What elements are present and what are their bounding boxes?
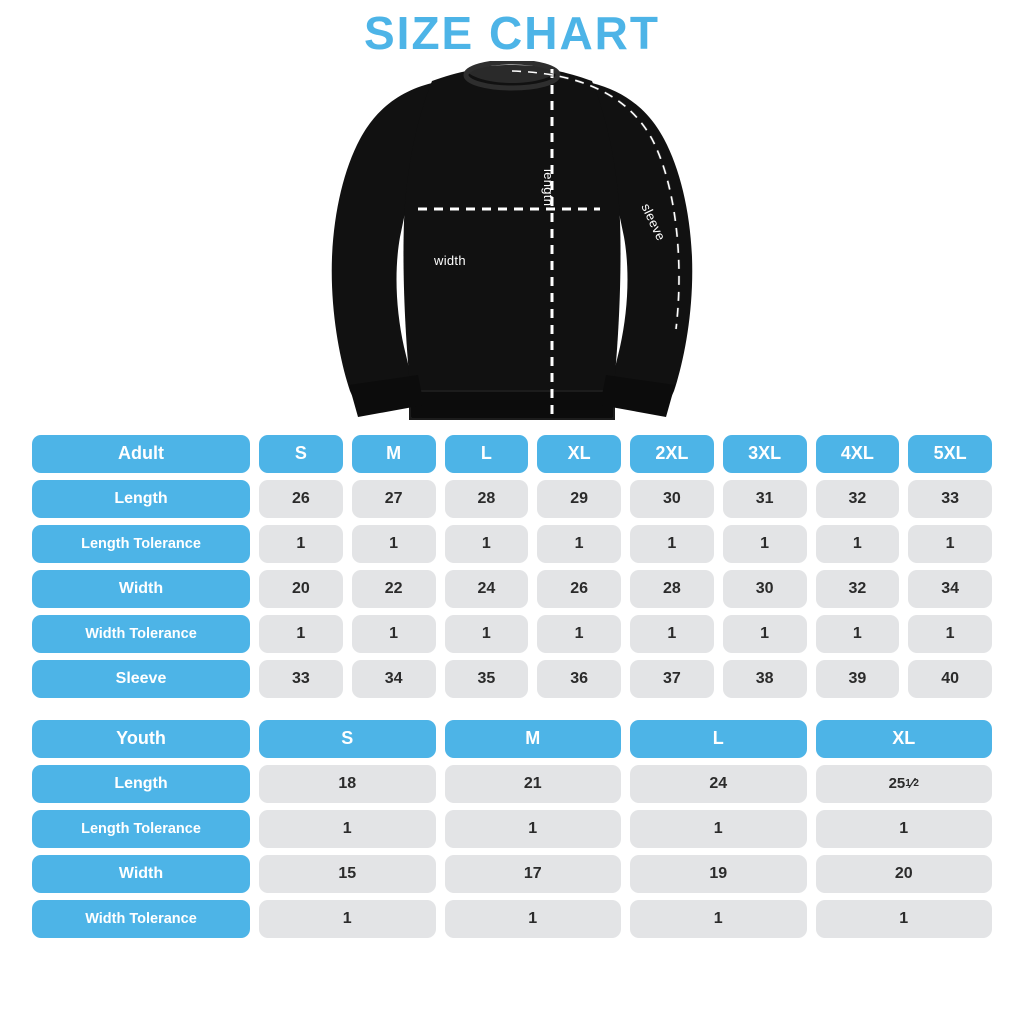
- adult-row-label-length-tolerance: Length Tolerance: [32, 525, 250, 563]
- table-row: [32, 855, 992, 893]
- adult-sleeve-5xl: 40: [908, 660, 992, 698]
- adult-width-4xl: 32: [816, 570, 900, 608]
- youth-col-header-s: S: [259, 720, 436, 758]
- adult-row-label-sleeve: Sleeve: [32, 660, 250, 698]
- youth-row-label-length-tolerance: Length Tolerance: [32, 810, 250, 848]
- table-row: [32, 480, 992, 518]
- youth-width-xl: 20: [816, 855, 993, 893]
- length-measure-label: length: [541, 168, 556, 206]
- adult-length-tol-2xl: 1: [630, 525, 714, 563]
- youth-length-tol-xl: 1: [816, 810, 993, 848]
- adult-width-tol-xl: 1: [537, 615, 621, 653]
- adult-sleeve-3xl: 38: [723, 660, 807, 698]
- adult-length-tol-m: 1: [352, 525, 436, 563]
- youth-width-tol-m: 1: [445, 900, 622, 938]
- youth-col-header-xl: XL: [816, 720, 993, 758]
- table-row: [32, 615, 992, 653]
- adult-length-tol-l: 1: [445, 525, 529, 563]
- table-row: [32, 810, 992, 848]
- adult-length-2xl: 30: [630, 480, 714, 518]
- youth-row-label-width-tolerance: Width Tolerance: [32, 900, 250, 938]
- adult-col-header-xl: XL: [537, 435, 621, 473]
- adult-length-5xl: 33: [908, 480, 992, 518]
- table-row: [32, 525, 992, 563]
- width-measure-label: width: [434, 252, 466, 268]
- adult-width-2xl: 28: [630, 570, 714, 608]
- adult-length-m: 27: [352, 480, 436, 518]
- adult-width-tol-l: 1: [445, 615, 529, 653]
- adult-col-header-s: S: [259, 435, 343, 473]
- adult-width-3xl: 30: [723, 570, 807, 608]
- youth-col-header-m: M: [445, 720, 622, 758]
- sleeve-measure-label: sleeve: [638, 200, 669, 243]
- adult-length-3xl: 31: [723, 480, 807, 518]
- adult-row-label-width-tolerance: Width Tolerance: [32, 615, 250, 653]
- adult-row-label-width: Width: [32, 570, 250, 608]
- adult-width-tol-5xl: 1: [908, 615, 992, 653]
- youth-length-s: 18: [259, 765, 436, 803]
- adult-length-tol-4xl: 1: [816, 525, 900, 563]
- youth-length-l: 24: [630, 765, 807, 803]
- adult-col-header-2xl: 2XL: [630, 435, 714, 473]
- adult-width-tol-3xl: 1: [723, 615, 807, 653]
- adult-sleeve-4xl: 39: [816, 660, 900, 698]
- youth-corner-label: Youth: [32, 720, 250, 758]
- adult-length-tol-xl: 1: [537, 525, 621, 563]
- adult-col-header-4xl: 4XL: [816, 435, 900, 473]
- youth-size-table: [0, 720, 1024, 938]
- adult-width-tol-s: 1: [259, 615, 343, 653]
- adult-col-header-5xl: 5XL: [908, 435, 992, 473]
- adult-length-s: 26: [259, 480, 343, 518]
- adult-width-xl: 26: [537, 570, 621, 608]
- adult-sleeve-m: 34: [352, 660, 436, 698]
- youth-width-tol-l: 1: [630, 900, 807, 938]
- garment-illustration: [0, 61, 1024, 421]
- youth-row-label-length: Length: [32, 765, 250, 803]
- youth-row-label-width: Width: [32, 855, 250, 893]
- adult-row-label-length: Length: [32, 480, 250, 518]
- adult-width-s: 20: [259, 570, 343, 608]
- adult-sleeve-s: 33: [259, 660, 343, 698]
- adult-size-table: [0, 435, 1024, 698]
- adult-length-xl: 29: [537, 480, 621, 518]
- adult-length-tol-s: 1: [259, 525, 343, 563]
- adult-width-tol-4xl: 1: [816, 615, 900, 653]
- adult-corner-label: Adult: [32, 435, 250, 473]
- adult-length-tol-5xl: 1: [908, 525, 992, 563]
- youth-length-m: 21: [445, 765, 622, 803]
- adult-col-header-l: L: [445, 435, 529, 473]
- table-row: [32, 765, 992, 803]
- adult-width-m: 22: [352, 570, 436, 608]
- adult-width-5xl: 34: [908, 570, 992, 608]
- youth-length-xl: 25 1 ⁄ 2: [816, 765, 993, 803]
- table-row: [32, 570, 992, 608]
- adult-sleeve-xl: 36: [537, 660, 621, 698]
- table-row: [32, 900, 992, 938]
- page-title: SIZE CHART: [364, 7, 660, 59]
- adult-header-row: [32, 435, 992, 473]
- youth-length-tol-s: 1: [259, 810, 436, 848]
- adult-sleeve-2xl: 37: [630, 660, 714, 698]
- youth-width-s: 15: [259, 855, 436, 893]
- adult-width-l: 24: [445, 570, 529, 608]
- youth-width-l: 19: [630, 855, 807, 893]
- adult-width-tol-m: 1: [352, 615, 436, 653]
- adult-length-4xl: 32: [816, 480, 900, 518]
- youth-length-tol-m: 1: [445, 810, 622, 848]
- youth-width-tol-s: 1: [259, 900, 436, 938]
- youth-header-row: [32, 720, 992, 758]
- youth-width-m: 17: [445, 855, 622, 893]
- adult-col-header-m: M: [352, 435, 436, 473]
- adult-col-header-3xl: 3XL: [723, 435, 807, 473]
- youth-length-tol-l: 1: [630, 810, 807, 848]
- youth-width-tol-xl: 1: [816, 900, 993, 938]
- adult-width-tol-2xl: 1: [630, 615, 714, 653]
- table-row: [32, 660, 992, 698]
- adult-sleeve-l: 35: [445, 660, 529, 698]
- youth-col-header-l: L: [630, 720, 807, 758]
- sweatshirt-graphic: [0, 61, 1024, 421]
- adult-length-l: 28: [445, 480, 529, 518]
- adult-length-tol-3xl: 1: [723, 525, 807, 563]
